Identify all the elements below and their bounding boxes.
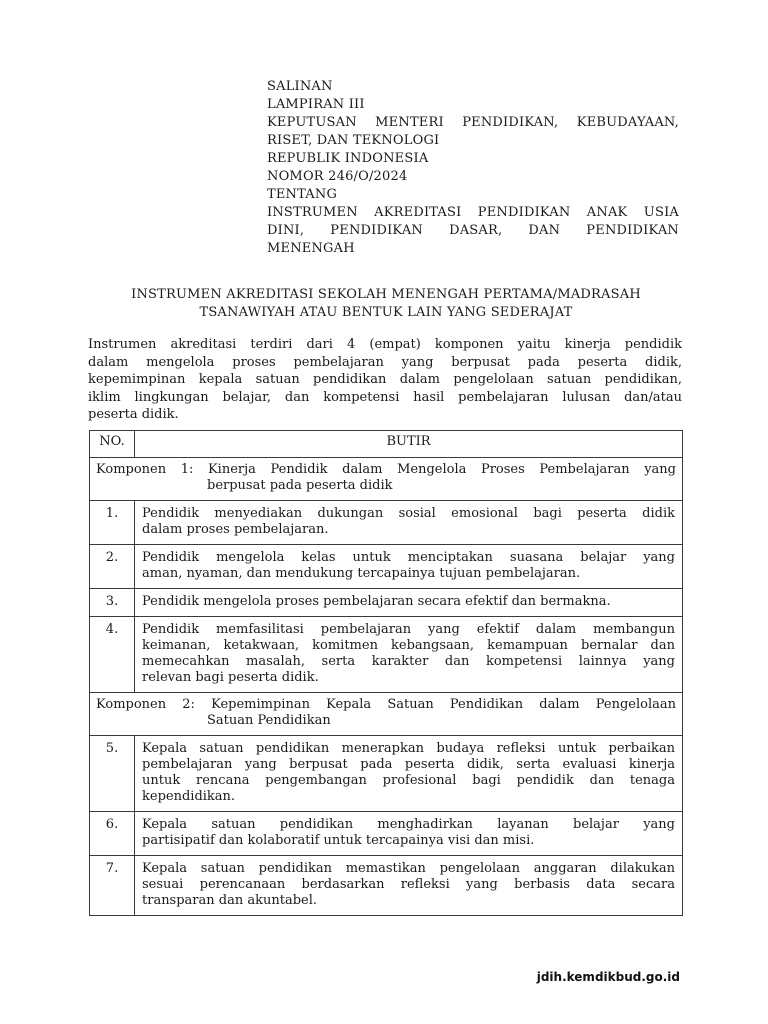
document-title: [88, 286, 684, 322]
item-line: partisipatif dan kolaboratif untuk tercapainya visi dan misi.: [142, 833, 535, 848]
table-row: [90, 501, 683, 545]
header-tentang: TENTANG: [267, 187, 338, 202]
component-2-heading: [90, 693, 683, 736]
item-line: keimanan, ketakwaan, komitmen kebangsaan, kemampuan bernalar dan: [142, 638, 675, 653]
header-subject-2: DINI, PENDIDIKAN DASAR, DAN PENDIDIKAN: [267, 223, 679, 238]
item-line: relevan bagi peserta didik.: [142, 670, 319, 685]
header-keputusan: KEPUTUSAN MENTERI PENDIDIKAN, KEBUDAYAAN,: [267, 115, 679, 130]
instrument-table: [89, 430, 683, 916]
component-1-heading: [90, 458, 683, 501]
item-number: 4.: [90, 617, 135, 693]
table-row: [90, 736, 683, 812]
intro-line: iklim lingkungan belajar, dan kompetensi hasil pembelajaran lulusan dan/atau: [88, 389, 682, 405]
intro-line: peserta didik.: [88, 407, 179, 422]
header-subject-1: INSTRUMEN AKREDITASI PENDIDIKAN ANAK USIA: [267, 205, 679, 220]
item-text: [135, 545, 683, 589]
item-line: kependidikan.: [142, 789, 236, 804]
item-text: [135, 812, 683, 856]
item-number: 2.: [90, 545, 135, 589]
item-line: Pendidik mengelola proses pembelajaran secara efektif dan bermakna.: [142, 594, 611, 609]
intro-paragraph: [88, 336, 682, 424]
header-lampiran: LAMPIRAN III: [267, 97, 365, 112]
item-number: 6.: [90, 812, 135, 856]
document-header: [267, 78, 679, 258]
title-line-1: INSTRUMEN AKREDITASI SEKOLAH MENENGAH PERTAMA/MADRASAH: [131, 287, 641, 302]
item-text: [135, 589, 683, 617]
intro-line: kepemimpinan kepala satuan pendidikan dalam pengelolaan satuan pendidikan,: [88, 372, 682, 387]
header-keputusan-cont: RISET, DAN TEKNOLOGI: [267, 133, 440, 148]
item-number: 7.: [90, 856, 135, 916]
table-row: [90, 545, 683, 589]
component-row: [90, 693, 683, 736]
table-row: [90, 617, 683, 693]
component-title: Komponen 2: Kepemimpinan Kepala Satuan Pendidikan dalam Pengelolaan: [96, 697, 676, 712]
item-line: pembelajaran yang berpusat pada peserta didik, serta evaluasi kinerja: [142, 757, 675, 772]
item-line: aman, nyaman, dan mendukung tercapainya tujuan pembelajaran.: [142, 566, 581, 581]
item-text: [135, 617, 683, 693]
item-line: sesuai perencanaan berdasarkan refleksi yang berbasis data secara: [142, 877, 675, 892]
item-line: Kepala satuan pendidikan memastikan pengelolaan anggaran dilakukan: [142, 861, 675, 876]
item-line: memecahkan masalah, serta karakter dan kompetensi lainnya yang: [142, 654, 675, 669]
component-row: [90, 458, 683, 501]
column-header-butir: BUTIR: [135, 431, 683, 458]
component-title-cont: Satuan Pendidikan: [207, 713, 331, 728]
source-link[interactable]: jdih.kemdikbud.go.id: [536, 970, 680, 984]
item-number: 5.: [90, 736, 135, 812]
item-line: Kepala satuan pendidikan menerapkan budaya refleksi untuk perbaikan: [142, 741, 675, 756]
component-title-cont: berpusat pada peserta didik: [207, 478, 393, 493]
intro-line: dalam mengelola proses pembelajaran yang berpusat pada peserta didik,: [88, 354, 682, 370]
header-nomor: NOMOR 246/O/2024: [267, 169, 408, 184]
item-line: Pendidik mengelola kelas untuk menciptakan suasana belajar yang: [142, 550, 675, 565]
item-number: 3.: [90, 589, 135, 617]
item-line: dalam proses pembelajaran.: [142, 522, 329, 537]
header-republik: REPUBLIK INDONESIA: [267, 151, 429, 166]
intro-line: Instrumen akreditasi terdiri dari 4 (empat) komponen yaitu kinerja pendidik: [88, 337, 682, 352]
table-row: [90, 589, 683, 617]
item-number: 1.: [90, 501, 135, 545]
item-text: [135, 856, 683, 916]
item-line: transparan dan akuntabel.: [142, 893, 318, 908]
table-row: [90, 856, 683, 916]
table-row: [90, 812, 683, 856]
item-text: [135, 736, 683, 812]
item-line: Pendidik menyediakan dukungan sosial emosional bagi peserta didik: [142, 506, 675, 521]
component-title: Komponen 1: Kinerja Pendidik dalam Mengelola Proses Pembelajaran yang: [96, 462, 676, 477]
table-header-row: [90, 431, 683, 458]
column-header-no: NO.: [90, 431, 135, 458]
header-salinan: SALINAN: [267, 79, 333, 94]
item-text: [135, 501, 683, 545]
item-line: Pendidik memfasilitasi pembelajaran yang efektif dalam membangun: [142, 622, 675, 637]
header-subject-3: MENENGAH: [267, 241, 355, 256]
item-line: untuk rencana pengembangan profesional bagi pendidik dan tenaga: [142, 773, 675, 788]
title-line-2: TSANAWIYAH ATAU BENTUK LAIN YANG SEDERAJAT: [199, 305, 573, 320]
item-line: Kepala satuan pendidikan menghadirkan layanan belajar yang: [142, 817, 675, 832]
